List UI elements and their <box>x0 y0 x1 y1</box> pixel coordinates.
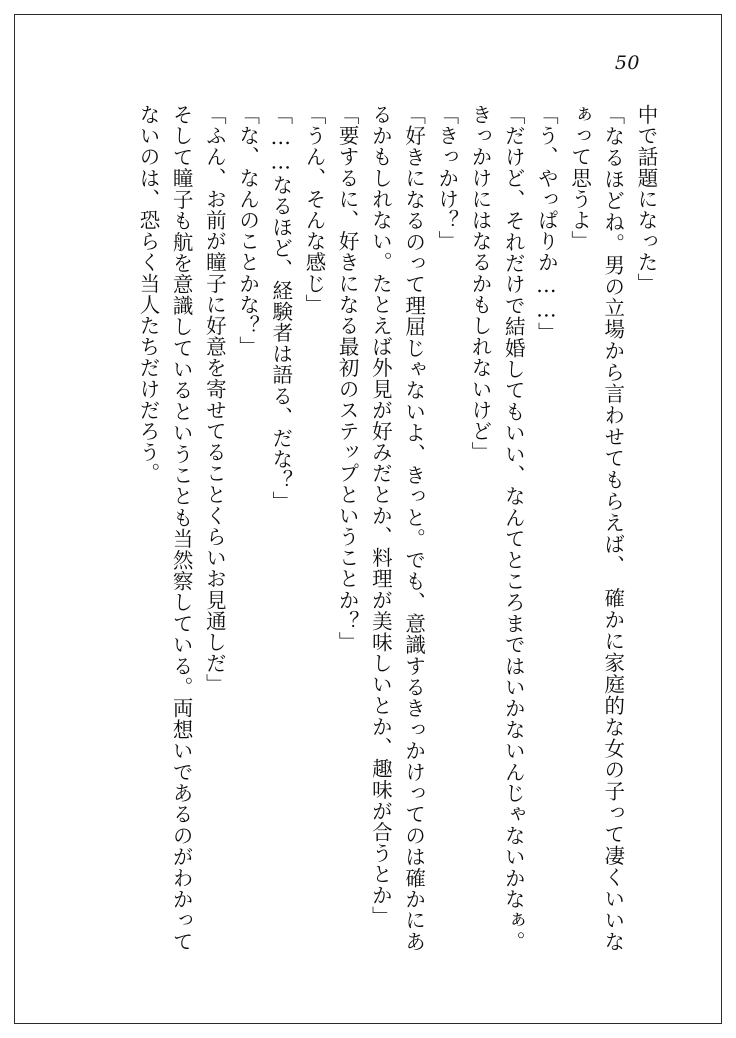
paragraph: 「な、なんのことかな？」 <box>235 104 260 358</box>
paragraph: 「要するに、好きになる最初のステップということか？」 <box>335 104 360 653</box>
paragraph: 「なるほどね。男の立場から言わせてもらえば、 確かに家庭的な女の子って凄くいいなぁって思うよ」 <box>567 104 625 952</box>
paragraph: 「……なるほど、経験者は語る、だな？」 <box>268 104 293 512</box>
paragraph: 「きっかけ？」 <box>434 104 459 252</box>
paragraph: そして瞳子も航を意識しているということも当然察している。両想いであるのがわかってないのは、恐らく当人たちだけだろう。 <box>135 104 194 952</box>
paragraph: 「ふん、お前が瞳子に好意を寄せてることくらいお見通しだ」 <box>202 104 227 695</box>
page-number: 50 <box>614 52 640 74</box>
paragraph: 「うん、そんな感じ」 <box>301 104 326 315</box>
paragraph: 中で話題になった」 <box>634 104 658 294</box>
paragraph: 「う、やっぱりか……」 <box>534 104 559 344</box>
paragraph: 「好きになるのって理屈じゃないよ、きっと。でも、意識するきっかけってのは確かにあるかもしれない。たとえば外見が好みだとか、料理が美味しいとか、趣味が合うとか」 <box>368 104 426 952</box>
paragraph: 「だけど、それだけで結婚してもいい、なんてところまではいかないんじゃないかなぁ。きっかけにはなるかもしれないけど」 <box>467 104 526 952</box>
vertical-text-body <box>74 104 662 952</box>
